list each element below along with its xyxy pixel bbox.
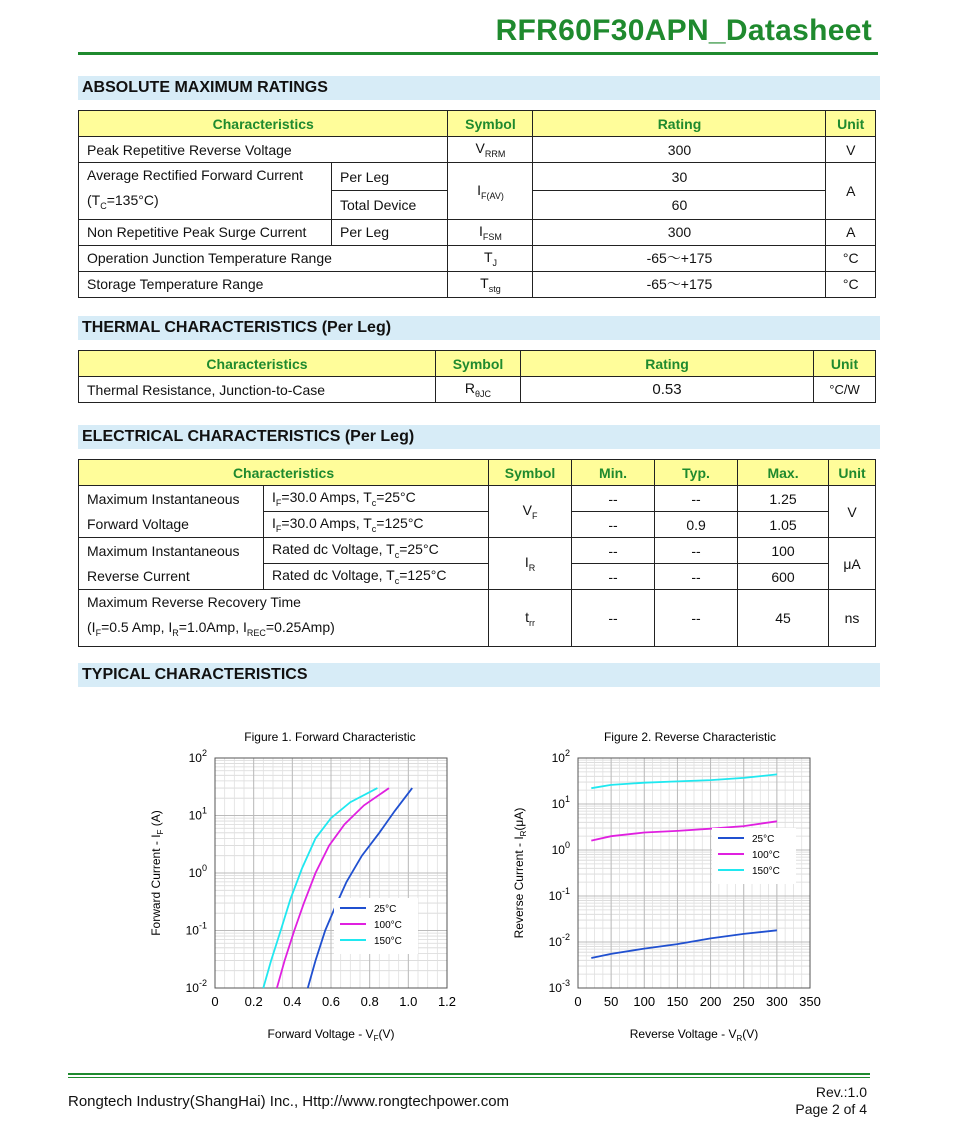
x-tick-label: 0.2 bbox=[244, 994, 263, 1009]
cell: $R_{\theta JC}$ bbox=[436, 377, 521, 403]
legend-label: 25°C bbox=[374, 904, 397, 915]
x-tick-label: 150 bbox=[666, 994, 689, 1009]
cell: Peak Repetitive Reverse Voltage bbox=[79, 137, 448, 163]
cell: -65～+175 bbox=[533, 245, 826, 271]
cell: μA bbox=[829, 538, 876, 590]
x-tick-label: 250 bbox=[732, 994, 755, 1009]
footer-divider bbox=[68, 1073, 870, 1075]
table-row bbox=[79, 245, 876, 271]
section-abs-max-heading: ABSOLUTE MAXIMUM RATINGS bbox=[78, 76, 880, 100]
cell: 300 bbox=[533, 219, 826, 245]
y-tick-label: $10^0$ bbox=[188, 863, 207, 880]
section-typical-heading: TYPICAL CHARACTERISTICS bbox=[78, 663, 880, 687]
table-row bbox=[79, 377, 876, 403]
x-tick-label: 0 bbox=[574, 994, 582, 1009]
col-header: Unit bbox=[826, 111, 876, 137]
section-thermal-heading: THERMAL CHARACTERISTICS (Per Leg) bbox=[78, 316, 880, 340]
cell: Maximum Instantaneous Reverse Current bbox=[79, 538, 264, 590]
cell: -- bbox=[655, 538, 738, 564]
cell: $t_{rr}$ bbox=[489, 590, 572, 647]
cell: -- bbox=[572, 486, 655, 512]
cell: Per Leg bbox=[332, 219, 448, 245]
cell: -- bbox=[572, 590, 655, 647]
cell: Rated dc Voltage, $T_c=25^\circ C$ bbox=[264, 538, 489, 564]
cell: Non Repetitive Peak Surge Current bbox=[79, 219, 332, 245]
col-header: Min. bbox=[572, 460, 655, 486]
cell: V bbox=[829, 486, 876, 538]
cell: $V_{RRM}$ bbox=[448, 137, 533, 163]
col-header: Rating bbox=[521, 351, 814, 377]
footer-company: Rongtech Industry(ShangHai) Inc., Http://www.rongtechpower.com bbox=[68, 1093, 510, 1110]
cell: Total Device bbox=[332, 191, 448, 219]
cell: 45 bbox=[738, 590, 829, 647]
col-header: Symbol bbox=[489, 460, 572, 486]
table-row bbox=[79, 219, 876, 245]
legend-label: 100°C bbox=[374, 920, 402, 931]
col-header: Characteristics bbox=[79, 460, 489, 486]
col-header: Typ. bbox=[655, 460, 738, 486]
cell: 1.05 bbox=[738, 512, 829, 538]
section-electrical-heading: ELECTRICAL CHARACTERISTICS (Per Leg) bbox=[78, 425, 880, 449]
x-tick-label: 1.0 bbox=[399, 994, 418, 1009]
cell: 0.53 bbox=[521, 377, 814, 403]
table-row bbox=[79, 486, 876, 512]
y-tick-label: $10^{-3}$ bbox=[548, 978, 570, 995]
legend-label: 150°C bbox=[374, 936, 402, 947]
page-number: Page 2 of 4 bbox=[795, 1101, 867, 1117]
cell: -- bbox=[655, 564, 738, 590]
cell: $T_J$ bbox=[448, 245, 533, 271]
x-tick-label: 350 bbox=[799, 994, 821, 1009]
y-tick-label: $10^{-1}$ bbox=[185, 920, 207, 938]
cell: 600 bbox=[738, 564, 829, 590]
cell: 60 bbox=[533, 191, 826, 219]
datasheet-title: RFR60F30APN_Datasheet bbox=[495, 14, 872, 47]
chart-title: Figure 2. Reverse Characteristic bbox=[603, 730, 777, 744]
x-tick-label: 50 bbox=[603, 994, 619, 1009]
x-tick-label: 0.8 bbox=[360, 994, 379, 1009]
legend-label: 150°C bbox=[752, 866, 780, 877]
table-row bbox=[79, 271, 876, 297]
chart-1 bbox=[149, 730, 456, 1043]
x-tick-label: 1.2 bbox=[437, 994, 457, 1009]
cell: A bbox=[826, 219, 876, 245]
cell: -- bbox=[655, 590, 738, 647]
thermal-table bbox=[78, 350, 876, 403]
cell: V bbox=[826, 137, 876, 163]
y-tick-label: $10^1$ bbox=[551, 794, 570, 811]
cell: 0.9 bbox=[655, 512, 738, 538]
table-row bbox=[79, 538, 876, 564]
y-tick-label: $10^2$ bbox=[188, 748, 207, 765]
col-header: Rating bbox=[533, 111, 826, 137]
cell: 300 bbox=[533, 137, 826, 163]
cell: $I_F=30.0$ Amps, $T_c=25^\circ C$ bbox=[264, 486, 489, 512]
x-tick-label: 0 bbox=[211, 994, 219, 1009]
cell: Storage Temperature Range bbox=[79, 271, 448, 297]
table-row bbox=[79, 137, 876, 163]
col-header: Characteristics bbox=[79, 351, 436, 377]
x-tick-label: 100 bbox=[633, 994, 656, 1009]
x-axis-label: Reverse Voltage - $V_R(V)$ bbox=[629, 1027, 759, 1043]
cell: °C/W bbox=[814, 377, 876, 403]
legend-label: 100°C bbox=[752, 850, 780, 861]
col-header: Unit bbox=[814, 351, 876, 377]
col-header: Unit bbox=[829, 460, 876, 486]
footer-page-info bbox=[795, 1084, 867, 1118]
cell: Average Rectified Forward Current $(T_C=135^\circ C)$ bbox=[79, 163, 332, 220]
cell: -65～+175 bbox=[533, 271, 826, 297]
cell: ns bbox=[829, 590, 876, 647]
y-axis-label: Reverse Current - $I_R(\mu A)$ bbox=[512, 807, 528, 939]
cell: °C bbox=[826, 245, 876, 271]
cell: $I_{F(AV)}$ bbox=[448, 163, 533, 220]
x-tick-label: 0.4 bbox=[283, 994, 302, 1009]
cell: $T_{stg}$ bbox=[448, 271, 533, 297]
y-tick-label: $10^{-2}$ bbox=[185, 978, 207, 995]
cell: $V_F$ bbox=[489, 486, 572, 538]
col-header: Max. bbox=[738, 460, 829, 486]
electrical-table bbox=[78, 459, 876, 647]
y-tick-label: $10^0$ bbox=[551, 840, 570, 857]
chart-title: Figure 1. Forward Characteristic bbox=[244, 730, 416, 744]
cell: Rated dc Voltage, $T_c=125^\circ C$ bbox=[264, 564, 489, 590]
cell: -- bbox=[572, 538, 655, 564]
col-header: Symbol bbox=[436, 351, 521, 377]
cell: $I_F=30.0$ Amps, $T_c=125^\circ C$ bbox=[264, 512, 489, 538]
x-tick-label: 200 bbox=[699, 994, 722, 1009]
cell: °C bbox=[826, 271, 876, 297]
revision: Rev.:1.0 bbox=[815, 1084, 867, 1100]
x-tick-label: 0.6 bbox=[321, 994, 341, 1009]
cell: -- bbox=[572, 564, 655, 590]
cell: Maximum Instantaneous Forward Voltage bbox=[79, 486, 264, 538]
cell: Operation Junction Temperature Range bbox=[79, 245, 448, 271]
cell: $I_{FSM}$ bbox=[448, 219, 533, 245]
chart-2 bbox=[512, 730, 821, 1043]
table-row bbox=[79, 163, 876, 191]
y-tick-label: $10^{-2}$ bbox=[548, 932, 570, 949]
cell: -- bbox=[572, 512, 655, 538]
col-header: Symbol bbox=[448, 111, 533, 137]
y-tick-label: $10^{-1}$ bbox=[548, 886, 570, 903]
charts-area bbox=[0, 715, 960, 1075]
title-divider bbox=[78, 52, 878, 55]
y-tick-label: $10^1$ bbox=[188, 805, 207, 823]
cell: -- bbox=[655, 486, 738, 512]
cell: 1.25 bbox=[738, 486, 829, 512]
y-tick-label: $10^2$ bbox=[551, 748, 570, 765]
cell: Per Leg bbox=[332, 163, 448, 191]
cell: $I_R$ bbox=[489, 538, 572, 590]
x-tick-label: 300 bbox=[766, 994, 788, 1009]
table-row bbox=[79, 590, 876, 647]
legend-label: 25°C bbox=[752, 834, 775, 845]
cell: A bbox=[826, 163, 876, 220]
col-header: Characteristics bbox=[79, 111, 448, 137]
cell: 100 bbox=[738, 538, 829, 564]
y-axis-label: Forward Current - $I_F$ (A) bbox=[149, 810, 165, 936]
abs-max-table bbox=[78, 110, 876, 298]
x-axis-label: Forward Voltage - $V_F(V)$ bbox=[267, 1027, 395, 1043]
cell: Thermal Resistance, Junction-to-Case bbox=[79, 377, 436, 403]
cell: Maximum Reverse Recovery Time ($I_F=0.5$ Amp, $I_R=1.0Amp$, $I_{REC}=0.25Amp$) bbox=[79, 590, 489, 647]
footer-divider-thin bbox=[68, 1077, 870, 1078]
cell: 30 bbox=[533, 163, 826, 191]
